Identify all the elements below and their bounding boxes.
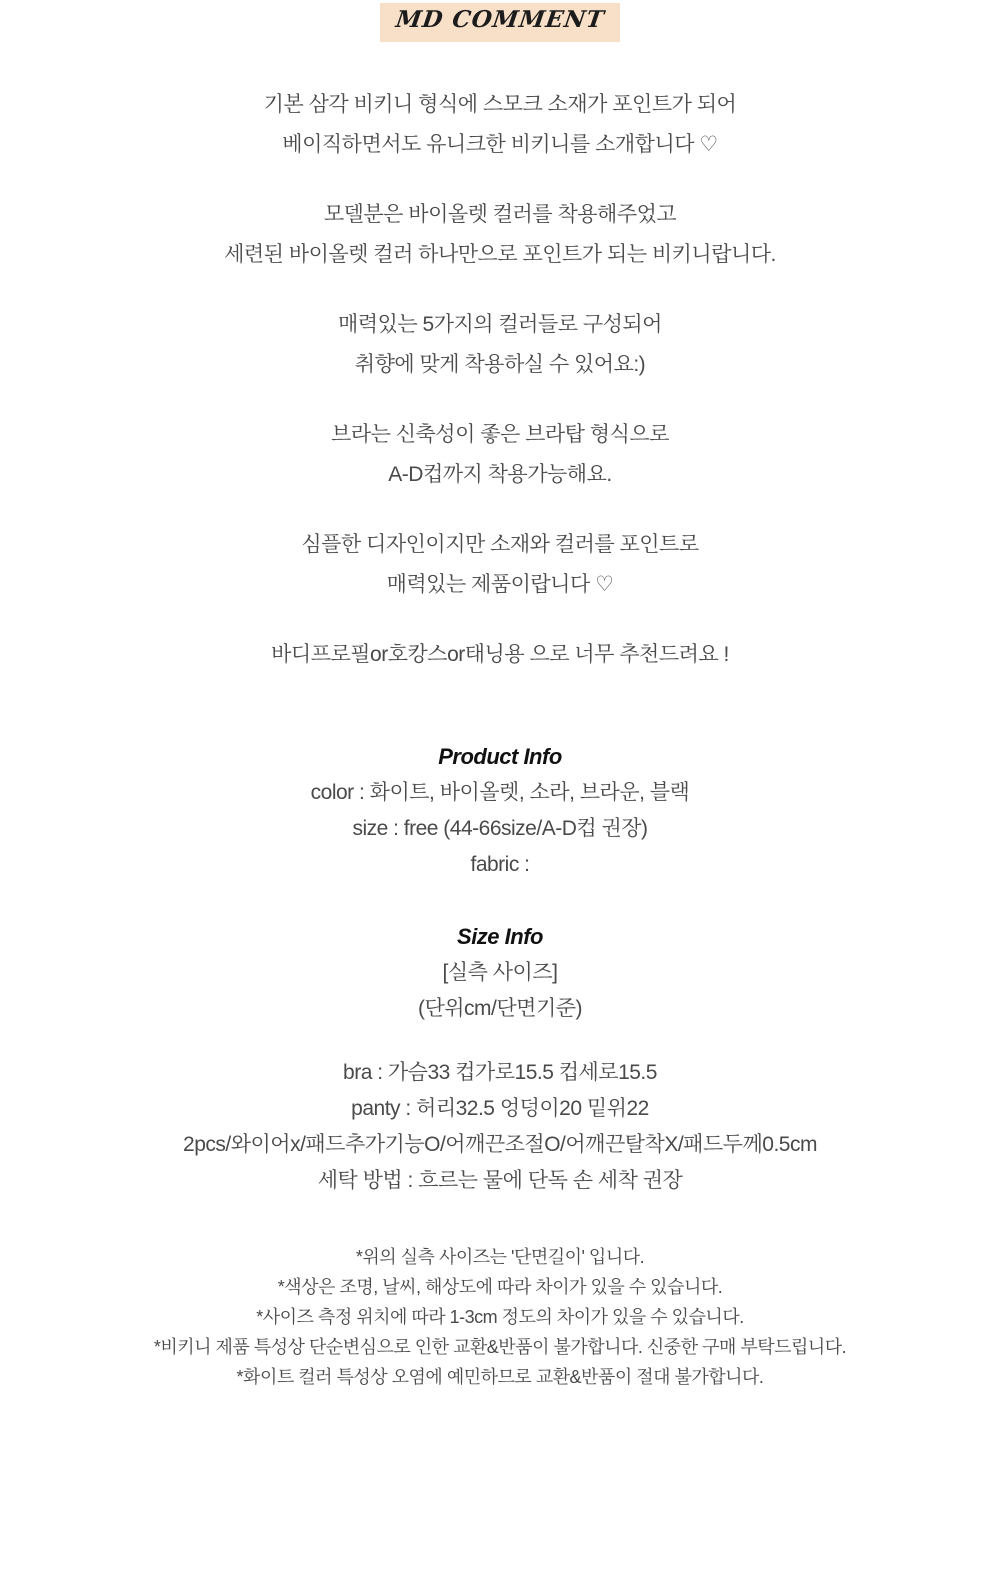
product-info-title: Product Info xyxy=(438,744,562,769)
bra-measurement: bra : 가슴33 컵가로15.5 컵세로15.5 xyxy=(343,1061,657,1084)
md-comment-highlight xyxy=(380,3,620,42)
comment-paragraph-1 xyxy=(0,85,1000,165)
product-fabric-line: fabric : xyxy=(470,853,530,876)
comment-line: 바디프로필or호캉스or태닝용 으로 너무 추천드려요 ! xyxy=(271,643,729,666)
size-info-unit: (단위cm/단면기준) xyxy=(417,997,583,1020)
size-info-title: Size Info xyxy=(457,924,543,949)
note-line: *색상은 조명, 날씨, 해상도에 따라 차이가 있을 수 있습니다. xyxy=(277,1277,723,1297)
note-line: *위의 실측 사이즈는 '단면길이' 입니다. xyxy=(355,1247,645,1267)
comment-line: 매력있는 제품이랍니다 ♡ xyxy=(386,573,614,596)
comment-paragraph-3 xyxy=(0,305,1000,385)
comment-paragraph-5 xyxy=(0,525,1000,605)
note-line: *사이즈 측정 위치에 따라 1-3cm 정도의 차이가 있을 수 있습니다. xyxy=(256,1307,744,1327)
measurements-section xyxy=(0,1055,1000,1199)
comment-line: 베이직하면서도 유니크한 비키니를 소개합니다 ♡ xyxy=(282,133,718,156)
comment-line: A-D컵까지 착용가능해요. xyxy=(388,463,612,486)
notes-section xyxy=(0,1242,1000,1392)
note-line: *비키니 제품 특성상 단순변심으로 인한 교환&반품이 불가합니다. 신중한 구매 부탁드립니다. xyxy=(153,1337,847,1357)
comment-paragraph-4 xyxy=(0,415,1000,495)
comment-line: 심플한 디자인이지만 소재와 컬러를 포인트로 xyxy=(301,533,699,556)
comment-line: 매력있는 5가지의 컬러들로 구성되어 xyxy=(338,313,662,336)
comment-paragraph-6 xyxy=(0,635,1000,675)
comment-line: 모델분은 바이올렛 컬러를 착용해주었고 xyxy=(323,203,677,226)
product-info-section xyxy=(0,739,1000,883)
comment-line: 브라는 신축성이 좋은 브라탑 형식으로 xyxy=(331,423,669,446)
comment-line: 취향에 맞게 착용하실 수 있어요:) xyxy=(354,353,646,376)
spec-line: 2pcs/와이어x/패드추가기능O/어깨끈조절O/어깨끈탈착X/패드두께0.5cm xyxy=(183,1133,817,1156)
comment-line: 세련된 바이올렛 컬러 하나만으로 포인트가 되는 비키니랍니다. xyxy=(224,243,776,266)
md-comment-header xyxy=(0,0,1000,42)
panty-measurement: panty : 허리32.5 엉덩이20 밑위22 xyxy=(351,1097,649,1120)
washing-instruction: 세탁 방법 : 흐르는 물에 단독 손 세착 권장 xyxy=(317,1169,683,1192)
product-size-line: size : free (44-66size/A-D컵 권장) xyxy=(352,817,648,840)
size-info-section xyxy=(0,919,1000,1027)
note-line: *화이트 컬러 특성상 오염에 예민하므로 교환&반품이 절대 불가합니다. xyxy=(236,1367,764,1387)
size-info-subtitle: [실측 사이즈] xyxy=(442,961,558,984)
md-comment-title: MD COMMENT xyxy=(394,6,607,33)
comment-paragraph-2 xyxy=(0,195,1000,275)
comment-line: 기본 삼각 비키니 형식에 스모크 소재가 포인트가 되어 xyxy=(263,93,737,116)
product-color-line: color : 화이트, 바이올렛, 소라, 브라운, 블랙 xyxy=(310,781,690,804)
